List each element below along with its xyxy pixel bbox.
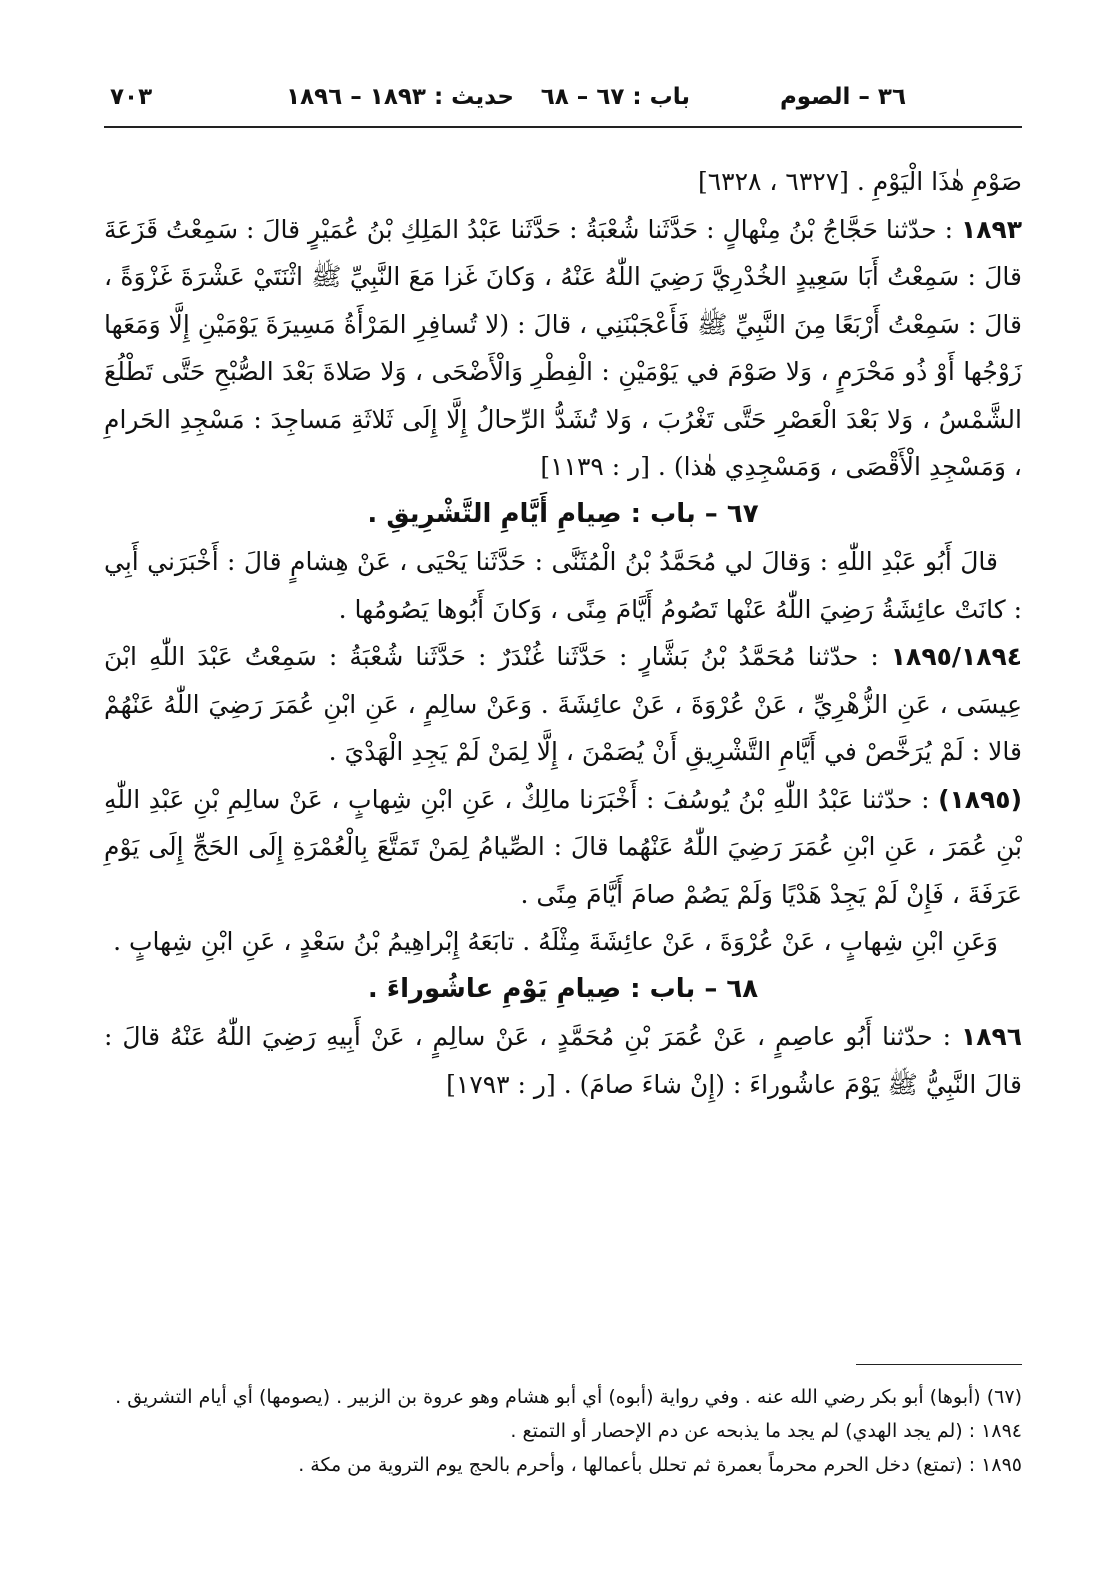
footnote-1894: ١٨٩٤ : (لم يجد الهدي) لم يجد ما يذبحه عن دم الإحصار أو التمتع . [510,1420,1022,1442]
bab-67-title: ٦٧ – باب : صِيامِ أَيَّامِ التَّشْرِيقِ . [367,498,759,529]
footnote-divider [856,1364,1022,1365]
bab-68-title: ٦٨ – باب : صِيامِ يَوْمِ عاشُوراءَ . [367,973,759,1004]
hadith-text: : حدّثنا أَبُو عاصِمٍ ، عَنْ عُمَرَ بْنِ مُحَمَّدٍ ، عَنْ سالِمٍ ، عَنْ أَبِيهِ رَضِيَ اللّٰهُ عَنْهُ قالَ : قالَ النَّبِيُّ ﷺ يَوْمَ عاشُوراءَ : (إِنْ شاءَ صامَ) . [ر : ١٧٩٣] [104,1022,1022,1099]
footnote-67: (٦٧) (أبوها) أبو بكر رضي الله عنه . وفي رواية (أبوه) أي أبو هشام وهو عروة بن الزبير . (يصومها) أي أيام التشريق . [115,1386,1022,1408]
header-divider [104,126,1022,128]
hadith-text: : حدّثنا عَبْدُ اللّٰهِ بْنُ يُوسُفَ : أَخْبَرَنا مالِكٌ ، عَنِ ابْنِ شِهابٍ ، عَنْ سالِمِ بْنِ عَبْدِ اللّٰهِ بْنِ عُمَرَ ، عَنِ ابْنِ عُمَرَ رَضِيَ اللّٰهُ عَنْهُما قالَ : الصِّيامُ لِمَنْ تَمَتَّعَ بِالْعُمْرَةِ إِلَى الحَجِّ إِلَى يَوْمِ عَرَفَةَ ، فَإِنْ لَمْ يَجِدْ هَدْيًا وَلَمْ يَصُمْ صامَ أَيَّامَ مِنًى . [104,784,1022,909]
hadith-text: : حدّثنا مُحَمَّدُ بْنُ بَشَّارٍ : حَدَّثَنا غُنْدَرٌ : حَدَّثَنا شُعْبَةُ : سَمِعْتُ عَبْدَ اللّٰهِ ابْنَ عِيسَى ، عَنِ الزُّهْرِيِّ ، عَنْ عُرْوَةَ ، عَنْ عائِشَةَ . وَعَنْ سالِمٍ ، عَنِ ابْنِ عُمَرَ رَضِيَ اللّٰهُ عَنْهُمْ قالا : لَمْ يُرَخَّصْ في أَيَّامِ التَّشْرِيقِ أَنْ يُصَمْنَ ، إِلَّا لِمَنْ لَمْ يَجِدِ الْهَدْيَ . [104,642,1022,766]
page-number: ٧٠٣ [110,84,153,110]
additional-chain: وَعَنِ ابْنِ شِهابٍ ، عَنْ عُرْوَةَ ، عَنْ عائِشَةَ مِثْلَهُ . تابَعَهُ إِبْراهِيمُ بْنُ سَعْدٍ ، عَنِ ابْنِ شِهابٍ . [113,927,998,956]
hadith-1893 [104,206,1022,491]
hadith-number: ١٨٩٦ [960,1022,1022,1051]
main-text [104,158,1022,1108]
hadith-1894 [104,633,1022,776]
running-header [110,84,906,124]
hadith-number: ١٨٩٥/١٨٩٤ [890,642,1022,671]
footnotes [104,1380,1022,1482]
header-hadith-range: حديث : ١٨٩٣ – ١٨٩٦ [286,84,514,110]
hadith-number: (١٨٩٥) [938,784,1022,814]
hadith-1896 [104,1013,1022,1108]
hadith-text: : حدّثنا حَجَّاجُ بْنُ مِنْهالٍ : حَدَّثَنا شُعْبَةُ : حَدَّثَنا عَبْدُ المَلِكِ بْنُ عُمَيْرٍ قالَ : سَمِعْتُ قَزَعَةَ قالَ : سَمِعْتُ أَبَا سَعِيدٍ الخُدْرِيَّ رَضِيَ اللّٰهُ عَنْهُ ، وَكانَ غَزا مَعَ النَّبِيِّ ﷺ اثْنَتَيْ عَشْرَةَ غَزْوَةً ، قالَ : سَمِعْتُ أَرْبَعًا مِنَ النَّبِيِّ ﷺ فَأَعْجَبْنَنِي ، قالَ : (لا تُسافِرِ المَرْأَةُ مَسِيرَةَ يَوْمَيْنِ إِلَّا وَمَعَها زَوْجُها أَوْ ذُو مَحْرَمٍ ، وَلا صَوْمَ في يَوْمَيْنِ : الْفِطْرِ وَالْأَضْحَى ، وَلا صَلاةَ بَعْدَ الصُّبْحِ حَتَّى تَطْلُعَ الشَّمْسُ ، وَلا بَعْدَ الْعَصْرِ حَتَّى تَغْرُبَ ، وَلا تُشَدُّ الرِّحالُ إِلَّا إِلَى ثَلاثَةِ مَساجِدَ : مَسْجِدِ الحَرامِ ، وَمَسْجِدِ الْأَقْصَى ، وَمَسْجِدِي هٰذا) . [ر : ١١٣٩] [104,214,1022,481]
footnote-1895: ١٨٩٥ : (تمتع) دخل الحرم محرماً بعمرة ثم تحلل بأعمالها ، وأحرم بالحج يوم التروية من مكة . [298,1454,1022,1476]
continued-line: صَوْمِ هٰذَا الْيَوْمِ . [٦٣٢٧ ، ٦٣٢٨] [697,167,1022,196]
header-chapter: ٣٦ – الصوم [779,84,906,110]
abu-abdallah-note: قالَ أَبُو عَبْدِ اللّٰهِ : وَقالَ لي مُحَمَّدُ بْنُ الْمُثَنَّى : حَدَّثَنا يَحْيَى ، عَنْ هِشامٍ قالَ : أَخْبَرَني أَبِي : كانَتْ عائِشَةُ رَضِيَ اللّٰهُ عَنْها تَصُومُ أَيَّامَ مِنًى ، وَكانَ أَبُوها يَصُومُها . [104,547,1022,624]
hadith-number: ١٨٩٣ [960,214,1022,244]
hadith-1895 [104,776,1022,919]
header-bab-range: باب : ٦٧ – ٦٨ [540,84,690,110]
